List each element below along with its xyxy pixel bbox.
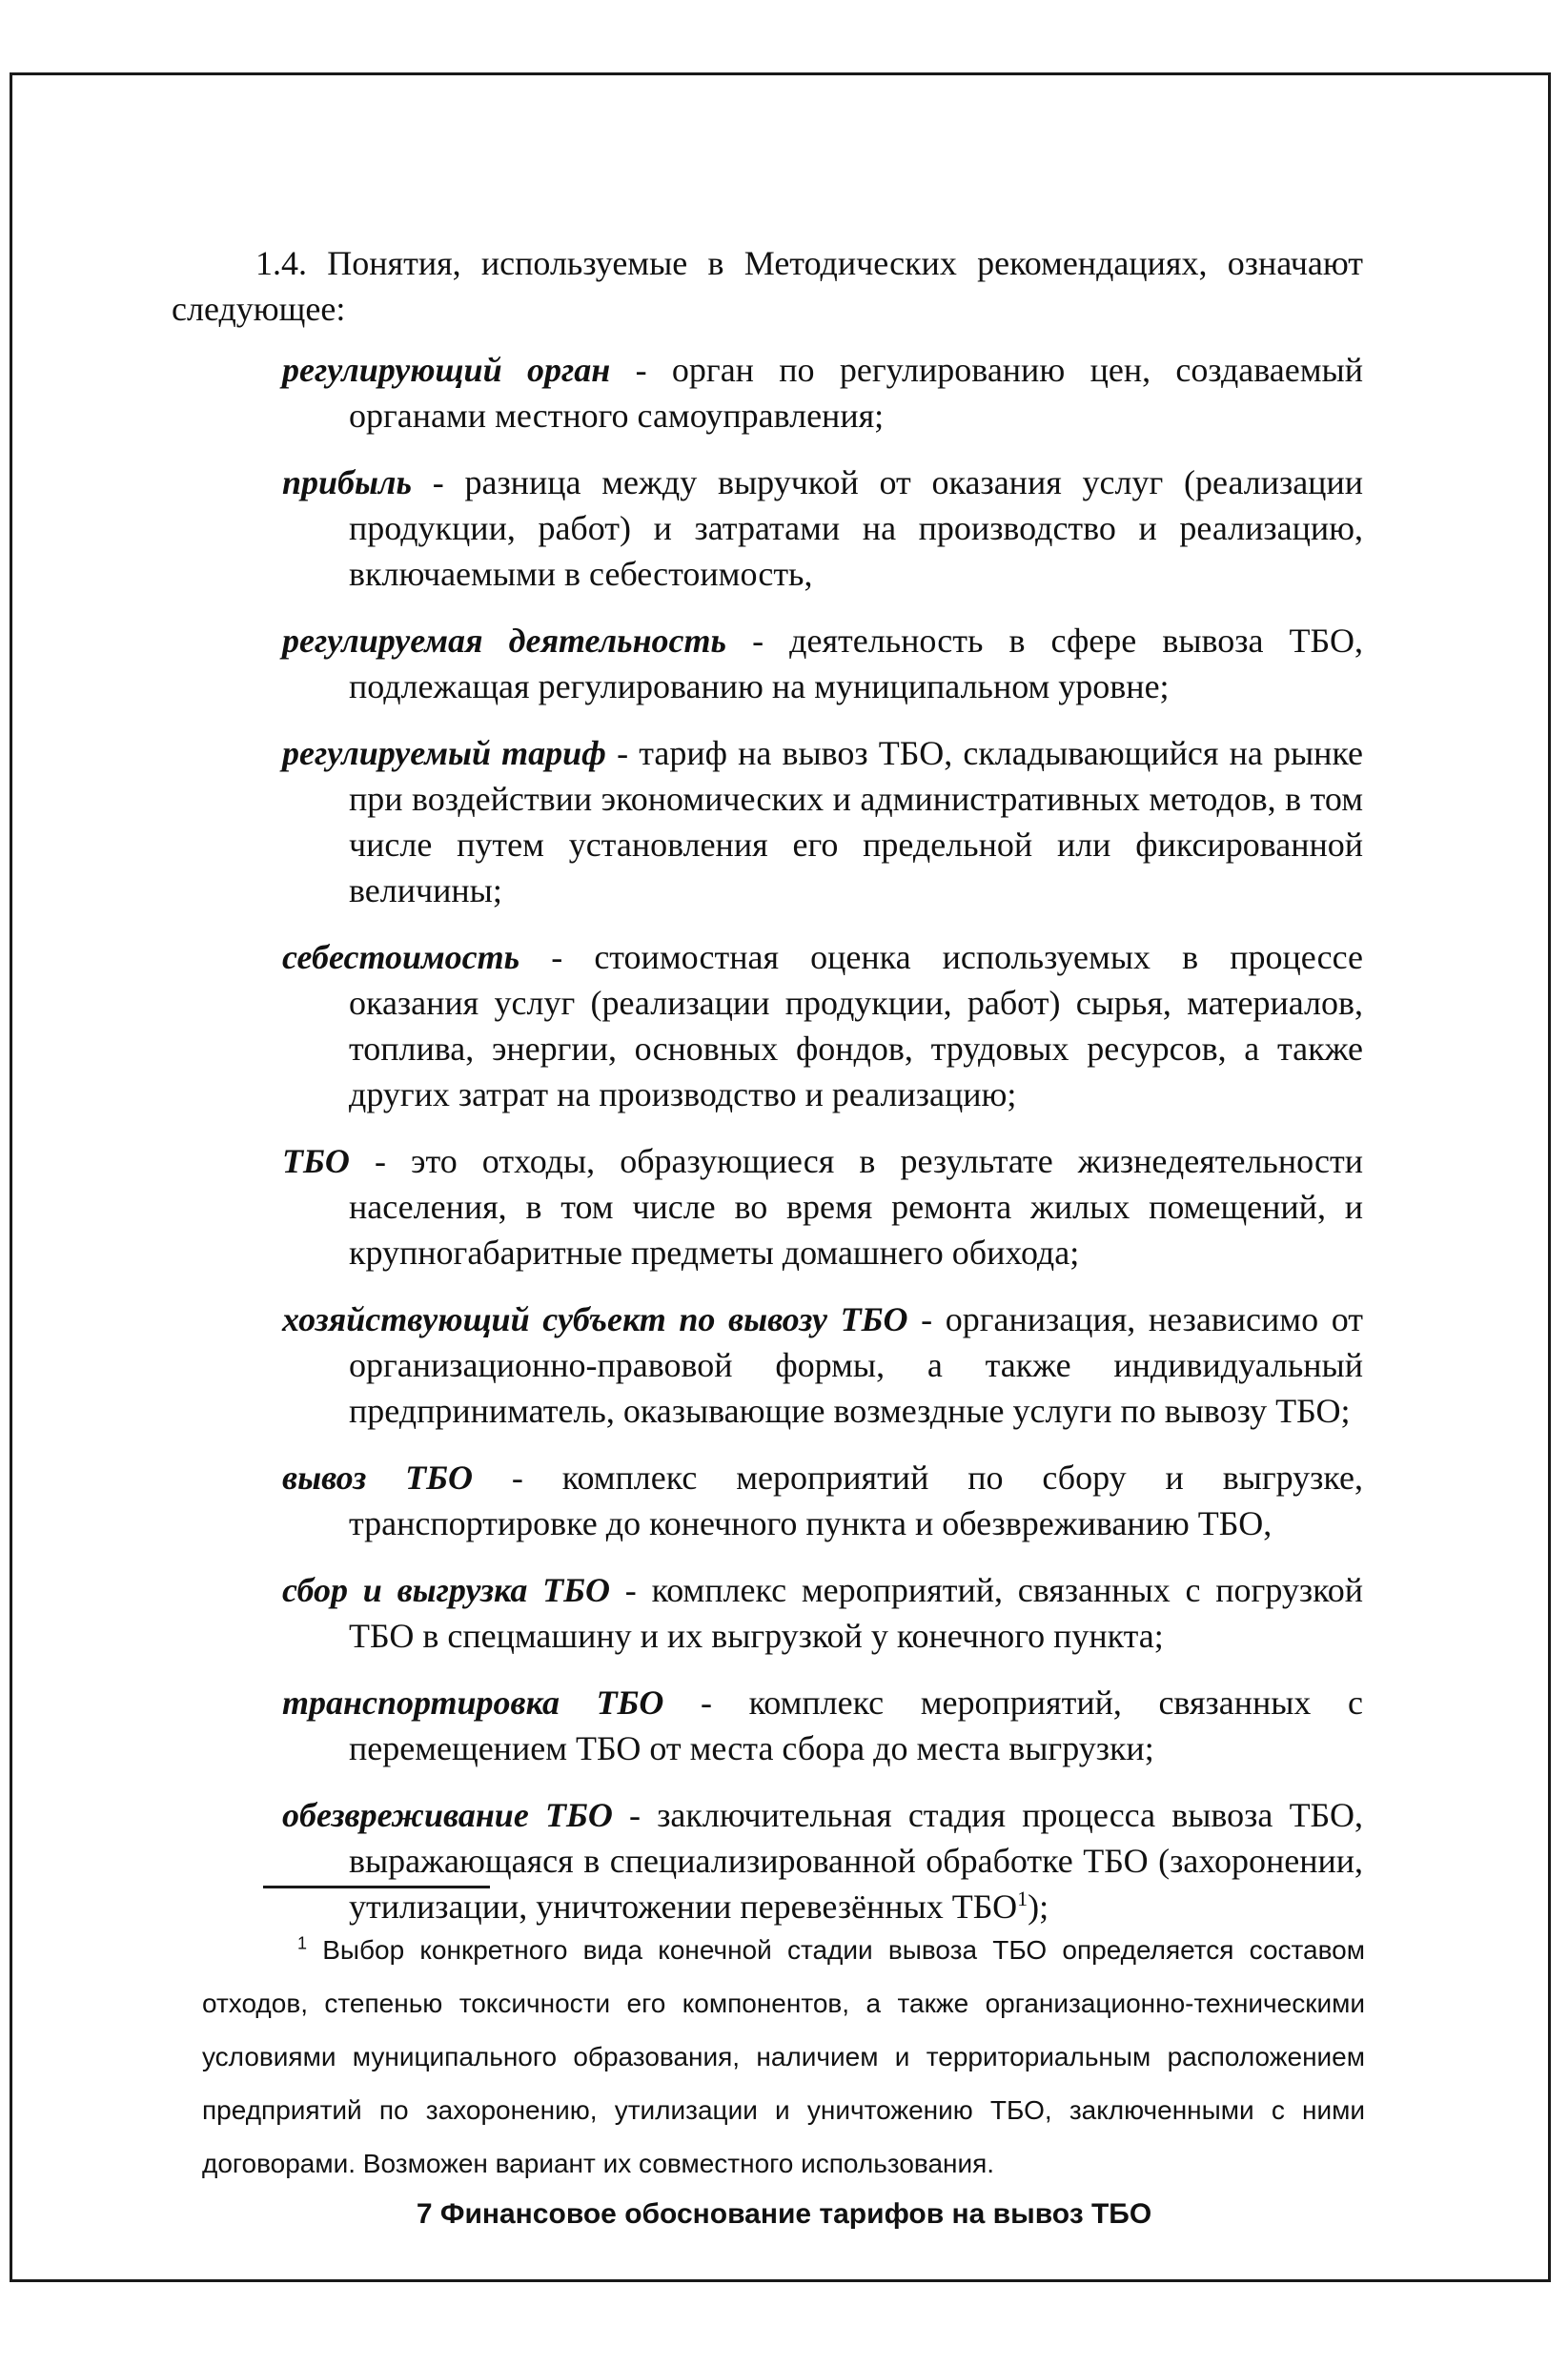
definition-text: заключительная стадия процесса вывоза ТБО, выражающаяся в специализированной обработке ТБО (захоронении, утилизации, уничтожении перевезённых ТБО (349, 1796, 1363, 1926)
definition-item: регулируемая деятельность - деятельность в сфере вывоза ТБО, подлежащая регулированию на муниципальном уровне; (282, 622, 1363, 705)
definition-item: обезвреживание ТБО - заключительная стадия процесса вывоза ТБО, выражающаяся в специализированной обработке ТБО (захоронении, утилизации, уничтожении перевезённых ТБО$^1$); (282, 1796, 1363, 1926)
definition-term: прибыль (282, 463, 412, 501)
definition-term: обезвреживание ТБО (282, 1796, 613, 1834)
definition-item: вывоз ТБО - комплекс мероприятий по сбору и выгрузке, транспортировке до конечного пункта и обезвреживанию ТБО, (282, 1459, 1363, 1542)
definition-text: орган по регулированию цен, создаваемый органами местного самоуправления; (349, 351, 1363, 435)
footnote-text: Выбор конкретного вида конечной стадии вывоза ТБО определяется составом отходов, степенью токсичности его компонентов, а также организационно-техническими условиями муниципального образования, наличием и территориальным расположением предприятий по захоронению, утилизации и уничтожению ТБО, заключенными с ними договорами. Возможен вариант их совместного использования. (202, 1935, 1365, 2178)
footnote-mark: 1 (297, 1933, 308, 1953)
footnote-reference: 1 (1017, 1887, 1028, 1910)
definition-term: себестоимость (282, 938, 520, 976)
definition-text: комплекс мероприятий, связанных с перемещением ТБО от места сбора до места выгрузки; (349, 1683, 1363, 1767)
definition-item: регулирующий орган - орган по регулированию цен, создаваемый органами местного самоуправления; (282, 351, 1363, 435)
footnote (202, 1924, 1365, 2191)
definition-item: регулируемый тариф - тариф на вывоз ТБО, складывающийся на рынке при воздействии экономических и административных методов, в том числе путем установления его предельной или фиксированной величины; (282, 734, 1363, 909)
definition-term: вывоз ТБО (282, 1459, 473, 1497)
definition-item: хозяйствующий субъект по вывозу ТБО - организация, независимо от организационно-правовой формы, а также индивидуальный предприниматель, оказывающие возмездные услуги по вывозу ТБО; (282, 1300, 1363, 1430)
definition-text: это отходы, образующиеся в результате жизнедеятельности населения, в том числе во время ремонта жилых помещений, и крупногабаритные предметы домашнего обихода; (349, 1142, 1363, 1272)
footnote-separator (263, 1886, 490, 1888)
definition-item: сбор и выгрузка ТБО - комплекс мероприятий, связанных с погрузкой ТБО в спецмашину и их выгрузкой у конечного пункта; (282, 1571, 1363, 1655)
definition-term: транспортировка ТБО (282, 1683, 664, 1722)
definition-text: стоимостная оценка используемых в процессе оказания услуг (реализации продукции, работ) сырья, материалов, топлива, энергии, основных фондов, трудовых ресурсов, а также других затрат на производство и реализацию; (349, 938, 1363, 1113)
definition-text: разница между выручкой от оказания услуг (реализации продукции, работ) и затратами на производство и реализацию, включаемыми в себестоимость, (349, 463, 1363, 593)
definition-item: ТБО - это отходы, образующиеся в результате жизнедеятельности населения, в том числе во время ремонта жилых помещений, и крупногабаритные предметы домашнего обихода; (282, 1142, 1363, 1272)
definition-term: сбор и выгрузка ТБО (282, 1571, 610, 1609)
definition-text: комплекс мероприятий, связанных с погрузкой ТБО в спецмашину и их выгрузкой у конечного пункта; (349, 1571, 1363, 1655)
definition-text: организация, независимо от организационно-правовой формы, а также индивидуальный предприниматель, оказывающие возмездные услуги по вывозу ТБО; (349, 1300, 1363, 1430)
definition-text: тариф на вывоз ТБО, складывающийся на рынке при воздействии экономических и административных методов, в том числе путем установления его предельной или фиксированной величины; (349, 734, 1363, 909)
definition-term: регулируемая деятельность (282, 622, 726, 660)
definition-text: деятельность в сфере вывоза ТБО, подлежащая регулированию на муниципальном уровне; (349, 622, 1363, 705)
page-footer: 7 Финансовое обоснование тарифов на вывоз ТБО (416, 2198, 1152, 2230)
definition-term: ТБО (282, 1142, 350, 1180)
definition-item: транспортировка ТБО - комплекс мероприятий, связанных с перемещением ТБО от места сбора до места выгрузки; (282, 1683, 1363, 1767)
definition-text: комплекс мероприятий по сбору и выгрузке, транспортировке до конечного пункта и обезвреживанию ТБО, (349, 1459, 1363, 1542)
definition-term: регулирующий орган (282, 351, 611, 389)
definition-item: себестоимость - стоимостная оценка используемых в процессе оказания услуг (реализации продукции, работ) сырья, материалов, топлива, энергии, основных фондов, трудовых ресурсов, а также других затрат на производство и реализацию; (282, 938, 1363, 1113)
definition-term: регулируемый тариф (282, 734, 606, 772)
definition-term: хозяйствующий субъект по вывозу ТБО (282, 1300, 908, 1338)
definition-text-end: ); (1028, 1887, 1049, 1926)
definition-item: прибыль - разница между выручкой от оказания услуг (реализации продукции, работ) и затратами на производство и реализацию, включаемыми в себестоимость, (282, 463, 1363, 593)
section-intro: 1.4. Понятия, используемые в Методических рекомендациях, означают следующее: (172, 244, 1363, 328)
document-body (172, 240, 1363, 1950)
